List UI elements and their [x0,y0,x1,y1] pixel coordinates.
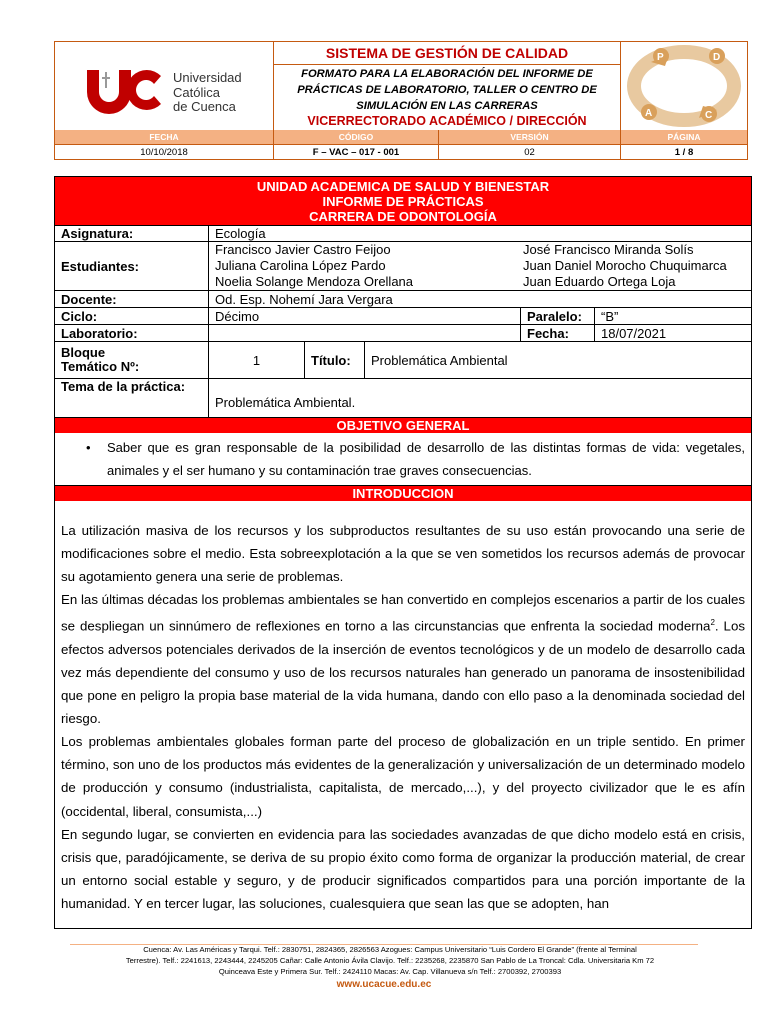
students-left-column [215,242,523,290]
logo-text [173,71,242,115]
row-laboratorio [55,324,751,341]
tema-value: Problemática Ambiental. [215,394,356,410]
row-estudiantes [55,241,751,290]
footer-line-1: Cuenca: Av. Las Américas y Tarqui. Telf.: 2830751, 2824365, 2826563 Azogues: Campus Universitario “Luis Cordero El Grande” (frente al Terminal [143,945,637,954]
fecha-label: Fecha: [521,325,595,341]
practice-report-form [54,176,752,929]
form-title-line-3: CARRERA DE ODONTOLOGÍA [309,209,497,224]
titulo-label: Título: [305,342,365,378]
fecha-value: 18/07/2021 [601,325,667,341]
logo-line-3: de Cuenca [173,99,236,114]
pdca-a: A [645,108,653,119]
form-title-line-1: UNIDAD ACADEMICA DE SALUD Y BIENESTAR [256,179,550,194]
system-title: SISTEMA DE GESTIÓN DE CALIDAD [274,45,620,65]
pdca-cycle-icon [621,42,747,130]
estudiantes-label: Estudiantes: [55,242,209,290]
website-link[interactable]: www.ucacue.edu.ec [336,979,432,990]
value-version: 02 [439,145,621,160]
docente-value: Od. Esp. Nohemí Jara Vergara [215,291,393,307]
value-fecha: 10/10/2018 [55,145,274,160]
pdca-p: P [657,52,664,63]
intro-paragraph-1: La utilización masiva de los recursos y los subproductos resultantes de su uso están provocando una serie de modificaciones sobre el medio. Esta sobreexplotación a la que se ven sometidos los recursos además de provocar su agotamiento genera una serie de problemas. [61,523,745,585]
student-4: José Francisco Miranda Solís [523,242,694,257]
footnote-marker: 2 [710,618,715,628]
objetivo-bullet [55,433,751,485]
footer-line-2: Terrestre). Telf.: 2241613, 2243444, 2245205 Cañar: Calle Antonio Ávila Clavijo. Telf.: 2235268, 2235870 San Pablo de La Troncal: Cdla. Universitaria Km 72 [125,956,655,965]
form-title-line-2: INFORME DE PRÁCTICAS [322,194,484,209]
bloque-label-line-1: Bloque [61,345,106,360]
value-pagina: 1 / 8 [674,147,694,158]
pdca-cycle [621,42,747,130]
students-right-column [523,242,727,290]
titulo-value: Problemática Ambiental [371,352,508,368]
student-5: Juan Daniel Morocho Chuquimarca [523,258,727,273]
row-asignatura [55,225,751,241]
asignatura-value: Ecología [215,226,266,241]
header-title-block [274,42,621,130]
intro-paragraph-2 [61,588,745,730]
university-logo [55,42,274,130]
bloque-value: 1 [209,342,305,378]
intro-paragraph-2-part-b: . Los efectos adversos potenciales derivados de la inserción de eventos tecnológicos y de un modelo de desarrollo cada vez más dependiente del consumo y uso de los recursos naturales han generado un panorama de insostenibilidad que pone en peligro la propia base material de la vida humana, dando con ello paso a la denominada sociedad del riesgo. [61,618,745,727]
row-bloque [55,341,751,378]
format-title: FORMATO PARA LA ELABORACIÓN DEL INFORME DE PRÁCTICAS DE LABORATORIO, TALLER O CENTRO DE SIMULACIÓN EN LAS CARRERAS [297,68,597,112]
student-2: Juliana Carolina López Pardo [215,258,386,273]
asignatura-label: Asignatura: [55,226,209,241]
estudiantes-value [209,242,751,290]
student-1: Francisco Javier Castro Feijoo [215,242,391,257]
paralelo-value: “B” [601,308,619,324]
logo-line-1: Universidad [173,70,242,85]
objetivo-header: OBJETIVO GENERAL [55,417,751,433]
docente-label: Docente: [55,291,209,307]
bullet-icon: • [86,440,91,455]
logo-line-2: Católica [173,84,220,100]
objetivo-text: Saber que es gran responsable de la posibilidad de desarrollo de las distintas formas de vida: vegetales, animales y el ser humano y su contaminación trae graves consecuencias. [107,440,745,478]
paralelo-label: Paralelo: [521,308,595,324]
label-pagina: PÁGINA [667,132,701,142]
introduccion-body [55,501,751,928]
tema-label: Tema de la práctica: [55,379,209,417]
intro-paragraph-4: En segundo lugar, se convierten en evidencia para las sociedades avanzadas de que dicho modelo está en crisis, crisis que, paradójicamente, se deriva de su propio éxito como forma de organizar la producción material, de crear un entorno social estable y seguro, y de producir significados compartidos para una porción importante de la humanidad. Y en tercer lugar, las soluciones, cualesquiera que sean las que se adopten, han [61,826,745,911]
footer-line-3: Quinceava Este y Primera Sur. Telf.: 2424110 Macas: Av. Cap. Villanueva s/n Telf.: 2700392, 2700393 [218,967,562,976]
student-3: Noelia Solange Mendoza Orellana [215,274,414,289]
footer-addresses [80,944,700,977]
label-version: VERSIÓN [439,130,621,144]
uc-logo-icon [85,68,167,114]
pdca-d: D [713,52,721,63]
laboratorio-label: Laboratorio: [55,325,209,341]
ciclo-label: Ciclo: [55,308,209,324]
bloque-label [55,342,209,378]
row-tema [55,378,751,417]
header-labels-row [55,130,747,144]
label-codigo: CÓDIGO [274,130,439,144]
document-header [54,41,748,160]
header-values-row [55,144,747,160]
pdca-c: C [705,110,713,121]
row-docente [55,290,751,307]
vicerrectorado-title: VICERRECTORADO ACADÉMICO / DIRECCIÓN [307,114,587,128]
bloque-label-line-2: Temático Nº: [61,359,140,374]
introduccion-header: INTRODUCCION [55,485,751,501]
intro-paragraph-3: Los problemas ambientales globales forman parte del proceso de globalización en un triple sentido. En primer término, son uno de los productos más evidentes de la generalización y universalización de un determinado modelo de producción y consumo (industrialista, capitalista, de mercado,...), y del proyecto civilizador que le es afín (occidental, liberal, consumista,...) [61,734,745,819]
ciclo-value: Décimo [209,308,521,324]
value-codigo: F – VAC – 017 - 001 [274,145,439,160]
row-ciclo [55,307,751,324]
form-title [55,177,751,225]
intro-paragraph-2-part-a: En las últimas décadas los problemas ambientales se han convertido en complejos escenarios a partir de los cuales se despliegan un sinnúmero de reflexiones en torno a las circunstancias que enfrenta la sociedad moderna [61,592,745,634]
label-fecha: FECHA [55,130,274,144]
student-6: Juan Eduardo Ortega Loja [523,274,676,289]
laboratorio-value [209,325,521,341]
